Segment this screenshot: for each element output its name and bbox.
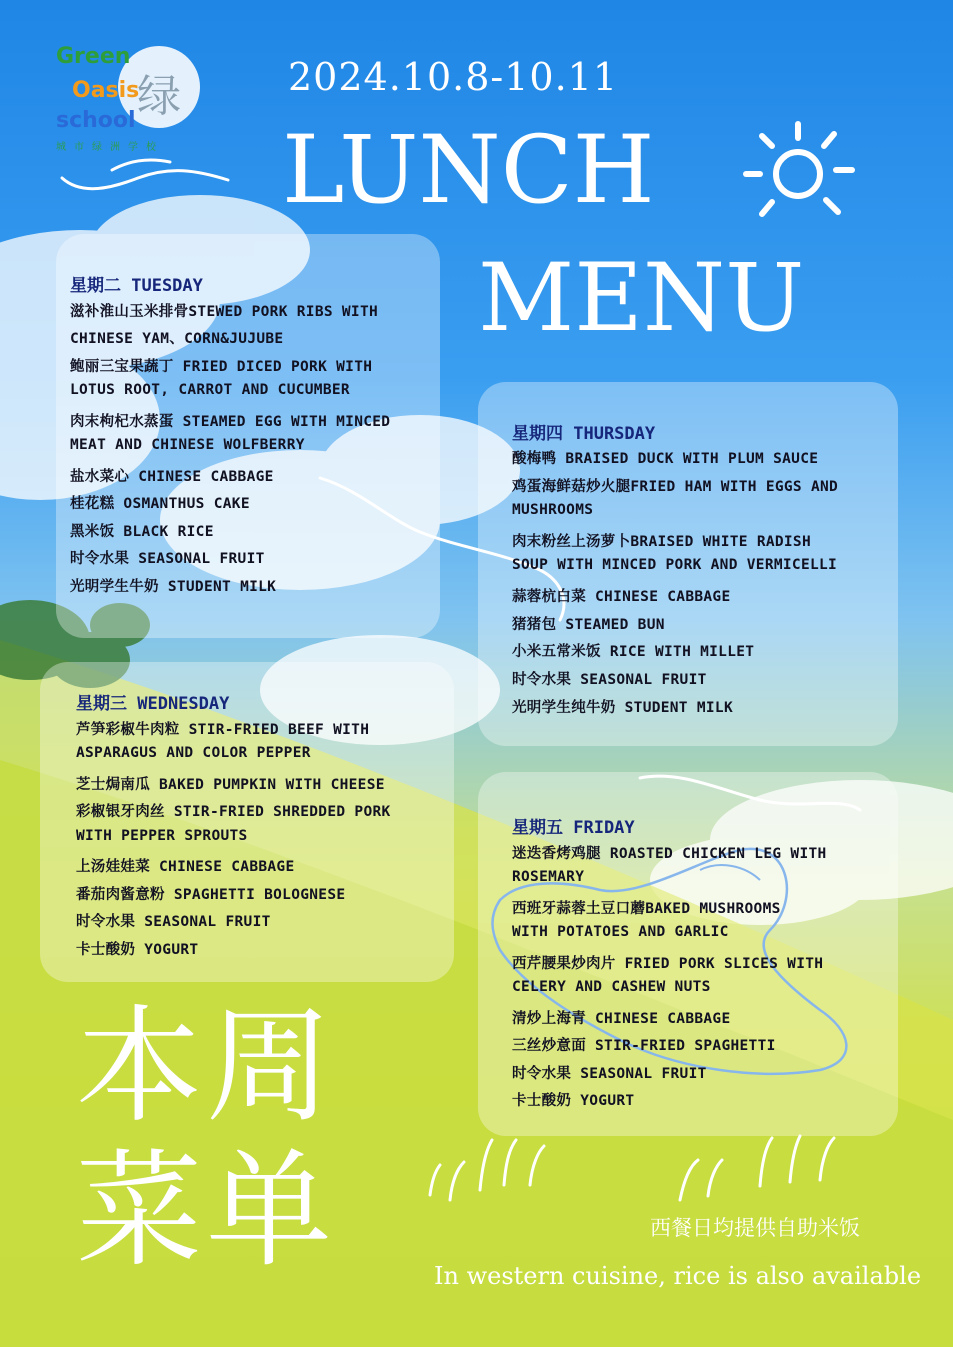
- logo-glyph: 绿: [137, 71, 181, 122]
- squiggle-doodle: [62, 171, 228, 189]
- big-char-dan: 单: [206, 1137, 332, 1284]
- menu-item: 滋补淮山玉米排骨STEWED PORK RIBS WITH: [70, 304, 379, 320]
- menu-item: 芦笋彩椒牛肉粒 STIR-FRIED BEEF WITH: [76, 722, 370, 738]
- menu-item: 芝士焗南瓜 BAKED PUMPKIN WITH CHEESE: [76, 777, 385, 793]
- menu-item: 盐水菜心 CHINESE CABBAGE: [70, 469, 274, 485]
- menu-item: 小米五常米饭 RICE WITH MILLET: [512, 644, 755, 660]
- school-logo: [52, 40, 202, 155]
- menu-item: CELERY AND CASHEW NUTS: [512, 979, 711, 995]
- menu-item: SOUP WITH MINCED PORK AND VERMICELLI: [512, 557, 838, 573]
- logo-word-school: school: [56, 108, 136, 133]
- big-char-zhou: 周: [206, 993, 332, 1140]
- menu-item: ROSEMARY: [512, 869, 585, 885]
- menu-item: WITH PEPPER SPROUTS: [76, 828, 248, 844]
- menu-item: MEAT AND CHINESE WOLFBERRY: [70, 437, 305, 453]
- menu-item: 迷迭香烤鸡腿 ROASTED CHICKEN LEG WITH: [512, 846, 827, 862]
- menu-item: 光明学生牛奶 STUDENT MILK: [70, 579, 277, 595]
- menu-item: 蒜蓉杭白菜 CHINESE CABBAGE: [512, 589, 731, 605]
- rice-note-english: In western cuisine, rice is also available: [434, 1262, 922, 1290]
- menu-item: ASPARAGUS AND COLOR PEPPER: [76, 745, 311, 761]
- logo-word-green: Green: [56, 44, 131, 69]
- menu-item: 番茄肉酱意粉 SPAGHETTI BOLOGNESE: [76, 887, 346, 903]
- day-title-thursday: 星期四 THURSDAY: [512, 424, 656, 444]
- menu-item: 鲍丽三宝果蔬丁 FRIED DICED PORK WITH: [70, 359, 373, 375]
- menu-item: 时令水果 SEASONAL FRUIT: [512, 672, 707, 688]
- logo-word-oasis: Oasis: [72, 78, 140, 103]
- day-title-tuesday: 星期二 TUESDAY: [70, 276, 203, 296]
- title-menu: MENU: [478, 244, 805, 353]
- menu-item: 卡士酸奶 YOGURT: [76, 942, 199, 958]
- title-lunch: LUNCH: [282, 116, 655, 225]
- menu-item: 猪猪包 STEAMED BUN: [512, 617, 665, 633]
- menu-item: 彩椒银牙肉丝 STIR-FRIED SHREDDED PORK: [76, 804, 391, 820]
- menu-item: 时令水果 SEASONAL FRUIT: [512, 1066, 707, 1082]
- menu-item: 酸梅鸭 BRAISED DUCK WITH PLUM SAUCE: [512, 451, 819, 467]
- day-title-wednesday: 星期三 WEDNESDAY: [76, 694, 230, 714]
- menu-item: 西芹腰果炒肉片 FRIED PORK SLICES WITH: [512, 956, 824, 972]
- rice-note-chinese: 西餐日均提供自助米饭: [650, 1216, 860, 1240]
- menu-item: 三丝炒意面 STIR-FRIED SPAGHETTI: [512, 1038, 776, 1054]
- menu-item: LOTUS ROOT, CARROT AND CUCUMBER: [70, 382, 350, 398]
- menu-item: 肉末枸杞水蒸蛋 STEAMED EGG WITH MINCED: [70, 414, 391, 430]
- sun-icon: [740, 108, 864, 232]
- menu-item: WITH POTATOES AND GARLIC: [512, 924, 729, 940]
- logo-tagline: 城市绿洲学校: [56, 142, 164, 153]
- menu-item: 西班牙蒜蓉土豆口蘑BAKED MUSHROOMS: [512, 901, 781, 917]
- menu-item: 时令水果 SEASONAL FRUIT: [70, 551, 265, 567]
- menu-date: 2024.10.8-10.11: [288, 55, 619, 99]
- day-title-friday: 星期五 FRIDAY: [512, 818, 635, 838]
- menu-item: CHINESE YAM、CORN&JUJUBE: [70, 331, 284, 347]
- menu-item: 肉末粉丝上汤萝卜BRAISED WHITE RADISH: [512, 534, 811, 550]
- big-char-cai: 菜: [76, 1137, 202, 1284]
- menu-item: 黑米饭 BLACK RICE: [70, 524, 214, 540]
- menu-item: 光明学生纯牛奶 STUDENT MILK: [512, 700, 733, 716]
- menu-item: 桂花糕 OSMANTHUS CAKE: [70, 496, 250, 512]
- big-char-ben: 本: [76, 993, 202, 1140]
- menu-item: 上汤娃娃菜 CHINESE CABBAGE: [76, 859, 295, 875]
- menu-item: MUSHROOMS: [512, 502, 594, 518]
- menu-item: 鸡蛋海鲜菇炒火腿FRIED HAM WITH EGGS AND: [512, 479, 839, 495]
- menu-item: 清炒上海青 CHINESE CABBAGE: [512, 1011, 731, 1027]
- menu-item: 时令水果 SEASONAL FRUIT: [76, 914, 271, 930]
- menu-item: 卡士酸奶 YOGURT: [512, 1093, 635, 1109]
